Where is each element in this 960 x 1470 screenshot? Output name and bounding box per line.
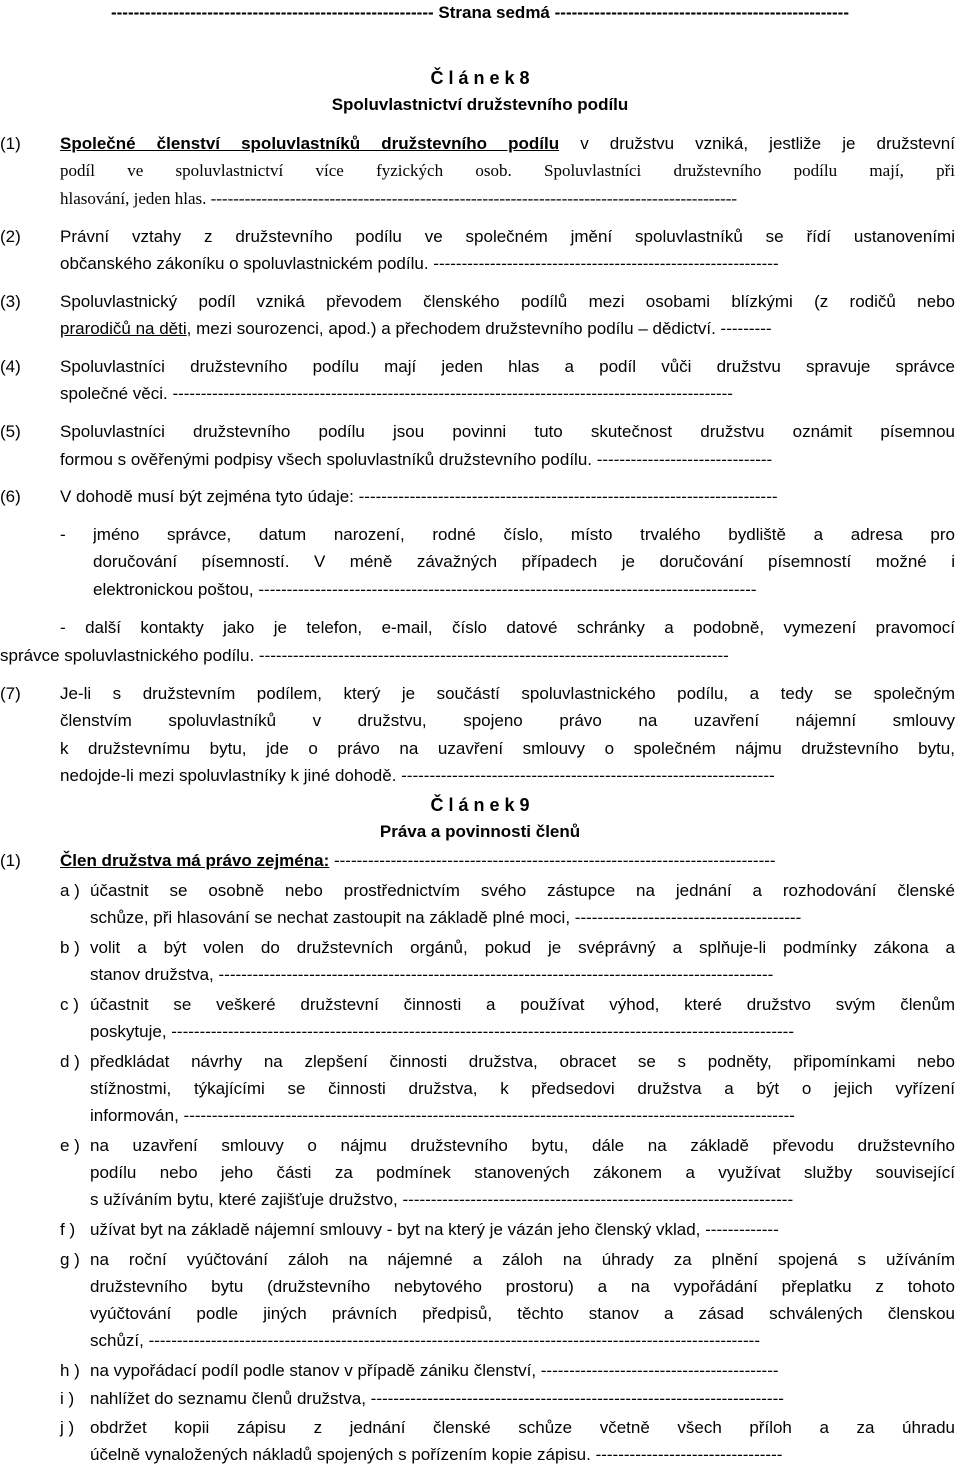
paragraph-line: hlasování, jeden hlas. --------------------------------------------------------------------------------------------- xyxy=(60,189,738,208)
item-line: schůzí, ------------------------------------------------------------------------------------------------------------ xyxy=(90,1331,760,1350)
item-label: j ) xyxy=(60,1418,75,1437)
item-line: volit a být volen do družstevních orgánů, pokud je svéprávný a splňuje-li podmínky zákona a xyxy=(90,938,955,957)
item-label: e ) xyxy=(60,1136,80,1155)
header-title: Strana sedmá xyxy=(438,3,550,22)
item-line: nahlížet do seznamu členů družstva, ------------------------------------------------------------------------- xyxy=(90,1389,784,1408)
item-label: c ) xyxy=(60,995,79,1014)
list-item-line: jméno správce, datum narození, rodné číslo, místo trvalého bydliště a adresa pro xyxy=(93,525,955,544)
paragraph-line xyxy=(60,318,955,340)
item-line: schůze, při hlasování se nechat zastoupit na základě plné moci, ---------------------------------------- xyxy=(90,908,802,927)
item-label: i ) xyxy=(60,1389,75,1408)
paragraph-number: (1) xyxy=(0,134,21,153)
item-label: h ) xyxy=(60,1361,80,1380)
paragraph-line: V dohodě musí být zejména tyto údaje: -------------------------------------------------------------------------- xyxy=(60,487,778,506)
item-line: informován, ------------------------------------------------------------------------------------------------------------ xyxy=(90,1106,795,1125)
item-line: účelně vynaložených nákladů spojených s pořízením kopie zápisu. --------------------------------- xyxy=(90,1445,783,1464)
item-line: na vypořádací podíl podle stanov v případě zániku členství, ------------------------------------------ xyxy=(90,1361,779,1380)
item-label: g ) xyxy=(60,1250,80,1269)
paragraph-line: občanského zákoníku o spoluvlastnickém podílu. ------------------------------------------------------------- xyxy=(60,254,779,273)
item-line: stanov družstva, -------------------------------------------------------------------------------------------------- xyxy=(90,965,774,984)
paragraph-line: Spoluvlastníci družstevního podílu mají jeden hlas a podíl vůči družstvu spravuje správce xyxy=(60,357,955,376)
item-label: f ) xyxy=(60,1220,76,1239)
paragraph-number: (6) xyxy=(0,487,21,506)
paragraph-number: (2) xyxy=(0,227,21,246)
text: v družstvu vzniká, jestliže je družstevní xyxy=(559,134,955,153)
item-line: účastnit se veškeré družstevní činnosti a používat výhod, které družstvo svým členům xyxy=(90,995,955,1014)
paragraph-number: (7) xyxy=(0,684,21,703)
header-right-dashes: ---------------------------------------------------- xyxy=(554,3,850,22)
item-line: s užíváním bytu, které zajišťuje družstvo, --------------------------------------------------------------------- xyxy=(90,1190,794,1209)
text: , mezi sourozenci, apod.) a přechodem družstevního podílu – dědictví. --------- xyxy=(186,319,772,338)
list-item-line: doručování písemností. V méně závažných případech je doručování písemností možné i xyxy=(93,552,955,571)
article-9-title: Č l á n e k 9 xyxy=(430,795,530,815)
item-label: b ) xyxy=(60,938,80,957)
list-item-line: elektronickou poštou, ---------------------------------------------------------------------------------------- xyxy=(93,580,757,599)
item-line: vyúčtování podle jiných právních předpisů, těchto stanov a zásad schválených členskou xyxy=(90,1304,955,1323)
underlined-text: Člen družstva má právo zejména: xyxy=(60,851,330,870)
item-line: družstevního bytu (družstevního nebytového prostoru) a na vypořádání přeplatku z tohoto xyxy=(90,1277,955,1296)
item-line: užívat byt na základě nájemní smlouvy - byt na který je vázán jeho členský vklad, ------------- xyxy=(90,1220,779,1239)
item-line: na uzavření smlouvy o nájmu družstevního bytu, dále na základě převodu družstevního xyxy=(90,1136,955,1155)
item-line: stížnostmi, týkajícími se činnosti družstva, k předsedovi družstva a být o jejich vyřízení xyxy=(90,1079,955,1098)
item-label: d ) xyxy=(60,1052,80,1071)
item-line: obdržet kopii zápisu z jednání členské schůze včetně všech příloh a za úhradu xyxy=(90,1418,955,1437)
item-label: a ) xyxy=(60,881,80,900)
list-item-line: správce spoluvlastnického podílu. ----------------------------------------------------------------------------------- xyxy=(0,646,729,665)
article-9-subtitle: Práva a povinnosti členů xyxy=(379,822,581,841)
page-header xyxy=(0,2,960,24)
paragraph-line: společné věci. --------------------------------------------------------------------------------------------------- xyxy=(60,384,733,403)
paragraph-line xyxy=(60,133,955,155)
header-left-dashes: --------------------------------------------------------- xyxy=(110,3,434,22)
item-line: účastnit se osobně nebo prostřednictvím svého zástupce na jednání a rozhodování členské xyxy=(90,881,955,900)
paragraph-line: k družstevnímu bytu, jde o právo na uzavření smlouvy o společném nájmu družstevního bytu, xyxy=(60,739,955,758)
paragraph-line: nedojde-li mezi spoluvlastníky k jiné dohodě. ------------------------------------------------------------------ xyxy=(60,766,775,785)
paragraph-line: podíl ve spoluvlastnictví více fyzických osob. Spoluvlastníci družstevního podílu mají, při xyxy=(60,161,955,180)
paragraph-number: (4) xyxy=(0,357,21,376)
paragraph-line: členstvím spoluvlastníků v družstvu, spojeno právo na uzavření nájemní smlouvy xyxy=(60,711,955,730)
underlined-text: prarodičů na děti xyxy=(60,319,187,338)
paragraph-line: Spoluvlastnický podíl vzniká převodem členského podílů mezi osobami blízkými (z rodičů nebo xyxy=(60,292,955,311)
article-8-title: Č l á n e k 8 xyxy=(430,68,530,88)
paragraph-line: Spoluvlastníci družstevního podílu jsou povinni tuto skutečnost družstvu oznámit písemnou xyxy=(60,422,955,441)
paragraph-line: Právní vztahy z družstevního podílu ve společném jmění spoluvlastníků se řídí ustanoveními xyxy=(60,227,955,246)
list-dash: - xyxy=(60,525,66,544)
article-8-subtitle: Spoluvlastnictví družstevního podílu xyxy=(331,95,629,114)
item-line: poskytuje, -------------------------------------------------------------------------------------------------------------- xyxy=(90,1022,794,1041)
item-line: předkládat návrhy na zlepšení činnosti družstva, obracet se s podněty, připomínkami nebo xyxy=(90,1052,955,1071)
paragraph-number: (5) xyxy=(0,422,21,441)
item-line: podílu nebo jeho části za podmínek stanovených zákonem a využívat služby související xyxy=(90,1163,955,1182)
paragraph-line xyxy=(60,850,955,872)
paragraph-line: Je-li s družstevním podílem, který je součástí spoluvlastnického podílu, a tedy se společným xyxy=(60,684,955,703)
underlined-text: Společné členství spoluvlastníků družstevního podílu xyxy=(60,134,560,153)
list-item-line: - další kontakty jako je telefon, e-mail, číslo datové schránky a podobně, vymezení pravomocí xyxy=(60,618,955,637)
paragraph-line: formou s ověřenými podpisy všech spoluvlastníků družstevního podílu. ------------------------------- xyxy=(60,450,773,469)
item-line: na roční vyúčtování záloh na nájemné a záloh na úhrady za plnění spojená s užíváním xyxy=(90,1250,955,1269)
text: ------------------------------------------------------------------------------ xyxy=(329,851,776,870)
paragraph-number: (3) xyxy=(0,292,21,311)
paragraph-number: (1) xyxy=(0,851,21,870)
